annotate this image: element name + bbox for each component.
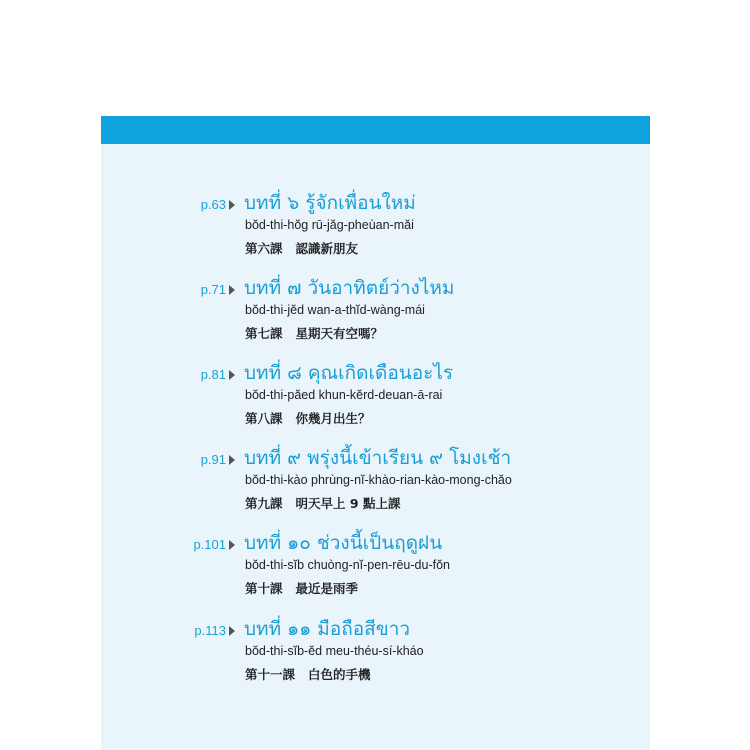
chinese-title: 第十一課 白色的手機 bbox=[245, 667, 371, 682]
thai-lesson-title: บทที่ ๖ รู้จักเพื่อนใหม่ bbox=[244, 192, 416, 214]
page-number: p.91 bbox=[200, 452, 226, 467]
page-number: p.113 bbox=[194, 623, 226, 638]
thai-lesson-title: บทที่ ๘ คุณเกิดเดือนอะไร bbox=[244, 362, 454, 384]
page-number: p.81 bbox=[200, 367, 226, 382]
romanized-title: bŏd-thi-sĭb-ĕd meu-théu-sí-kháo bbox=[245, 644, 424, 658]
chinese-title: 第六課 認識新朋友 bbox=[245, 241, 359, 256]
romanized-title: bŏd-thi-hŏg rū-jăg-pheùan-măi bbox=[245, 218, 414, 232]
romanized-title: bŏd-thi-păed khun-kĕrd-deuan-ā-rai bbox=[245, 388, 443, 402]
arrow-right-icon bbox=[229, 200, 235, 210]
thai-lesson-title: บทที่ ๙ พรุ่งนี้เข้าเรียน ๙ โมงเช้า bbox=[244, 447, 512, 469]
arrow-right-icon bbox=[229, 285, 235, 295]
romanized-title: bŏd-thi-jĕd wan-a-thĭd-wàng-mái bbox=[245, 303, 425, 317]
chinese-title: 第八課 你幾月出生？ bbox=[245, 411, 371, 426]
chinese-title: 第七課 星期天有空嗎？ bbox=[245, 326, 384, 341]
lesson-entry-8[interactable] bbox=[101, 362, 650, 445]
thai-lesson-title: บทที่ ๑๐ ช่วงนี้เป็นฤดูฝน bbox=[244, 532, 443, 554]
thai-lesson-title: บทที่ ๑๑ มือถือสีขาว bbox=[244, 618, 411, 640]
lesson-entry-11[interactable] bbox=[101, 618, 650, 701]
chinese-title: 第九課 明天早上 9 點上課 bbox=[245, 496, 401, 511]
thai-lesson-title: บทที่ ๗ วันอาทิตย์ว่างไหม bbox=[244, 277, 455, 299]
lesson-entry-7[interactable] bbox=[101, 277, 650, 360]
romanized-title: bŏd-thi-kào phrùng-nĭ-khào-rian-kào-mong-chăo bbox=[245, 473, 512, 487]
page-number: p.63 bbox=[200, 197, 226, 212]
page-number: p.101 bbox=[193, 537, 226, 552]
chinese-title: 第十課 最近是雨季 bbox=[245, 581, 359, 596]
arrow-right-icon bbox=[229, 455, 235, 465]
header-bar bbox=[101, 116, 650, 144]
contents-page bbox=[101, 116, 650, 750]
arrow-right-icon bbox=[229, 626, 235, 636]
arrow-right-icon bbox=[229, 370, 235, 380]
lesson-entry-6[interactable] bbox=[101, 192, 650, 275]
romanized-title: bŏd-thi-sĭb chuòng-nĭ-pen-rēu-du-fŏn bbox=[245, 558, 450, 572]
arrow-right-icon bbox=[229, 540, 235, 550]
page-number: p.71 bbox=[200, 282, 226, 297]
lesson-entry-9[interactable] bbox=[101, 447, 650, 530]
lesson-entry-10[interactable] bbox=[101, 532, 650, 615]
